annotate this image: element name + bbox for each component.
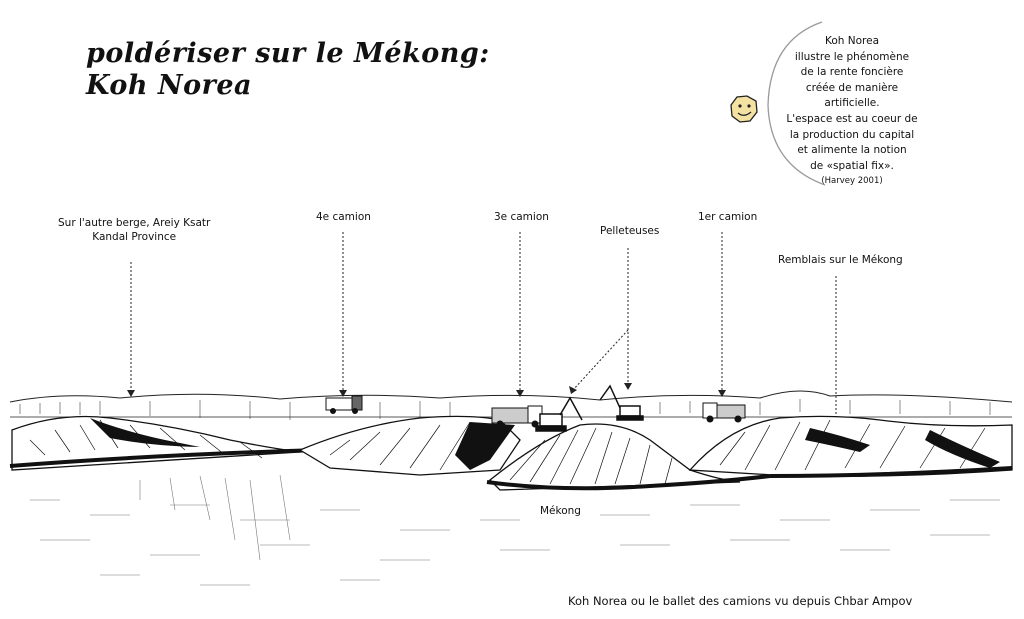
horizon-line [10, 391, 1012, 402]
note-line: créée de manière artificielle. [805, 81, 899, 110]
pointer-excavator-1 [573, 330, 628, 390]
label-truck-1: 1er camion [698, 211, 758, 223]
excavator-2 [600, 386, 643, 420]
label-excavators: Pelleteuses [600, 225, 660, 237]
note-line: la production du capital [789, 128, 915, 141]
title-line-2: Koh Norea [86, 70, 252, 101]
smiley-icon [731, 96, 757, 122]
note-line: de la rente foncière [800, 66, 904, 79]
speech-bubble-outline [768, 22, 825, 185]
title-line-1: poldériser sur le Mékong: [86, 38, 490, 69]
note-line: Koh Norea [824, 35, 880, 47]
label-other-bank-line-2: Kandal Province [92, 231, 177, 243]
note-line: de «spatial fix». [810, 159, 894, 172]
truck-4 [326, 396, 362, 414]
note-line: L'espace est au coeur de [786, 112, 918, 125]
excavator-1 [536, 398, 582, 431]
note-source: (Harvey 2001) [821, 176, 883, 187]
label-truck-4: 4e camion [316, 211, 371, 223]
label-river: Mékong [540, 505, 581, 517]
note-line: illustre le phénomène [794, 50, 910, 63]
label-truck-3: 3e camion [494, 211, 549, 223]
note-line: et alimente la notion [797, 144, 907, 157]
truck-1 [703, 403, 745, 422]
figure-caption: Koh Norea ou le ballet des camions vu depuis Chbar Ampov [568, 594, 913, 608]
truck-3 [492, 406, 542, 427]
label-other-bank-line-1: Sur l'autre berge, Areiy Ksatr [58, 217, 211, 229]
label-fill: Remblais sur le Mékong [778, 254, 903, 266]
river-hatching [30, 475, 1000, 585]
label-other-bank [58, 216, 210, 244]
